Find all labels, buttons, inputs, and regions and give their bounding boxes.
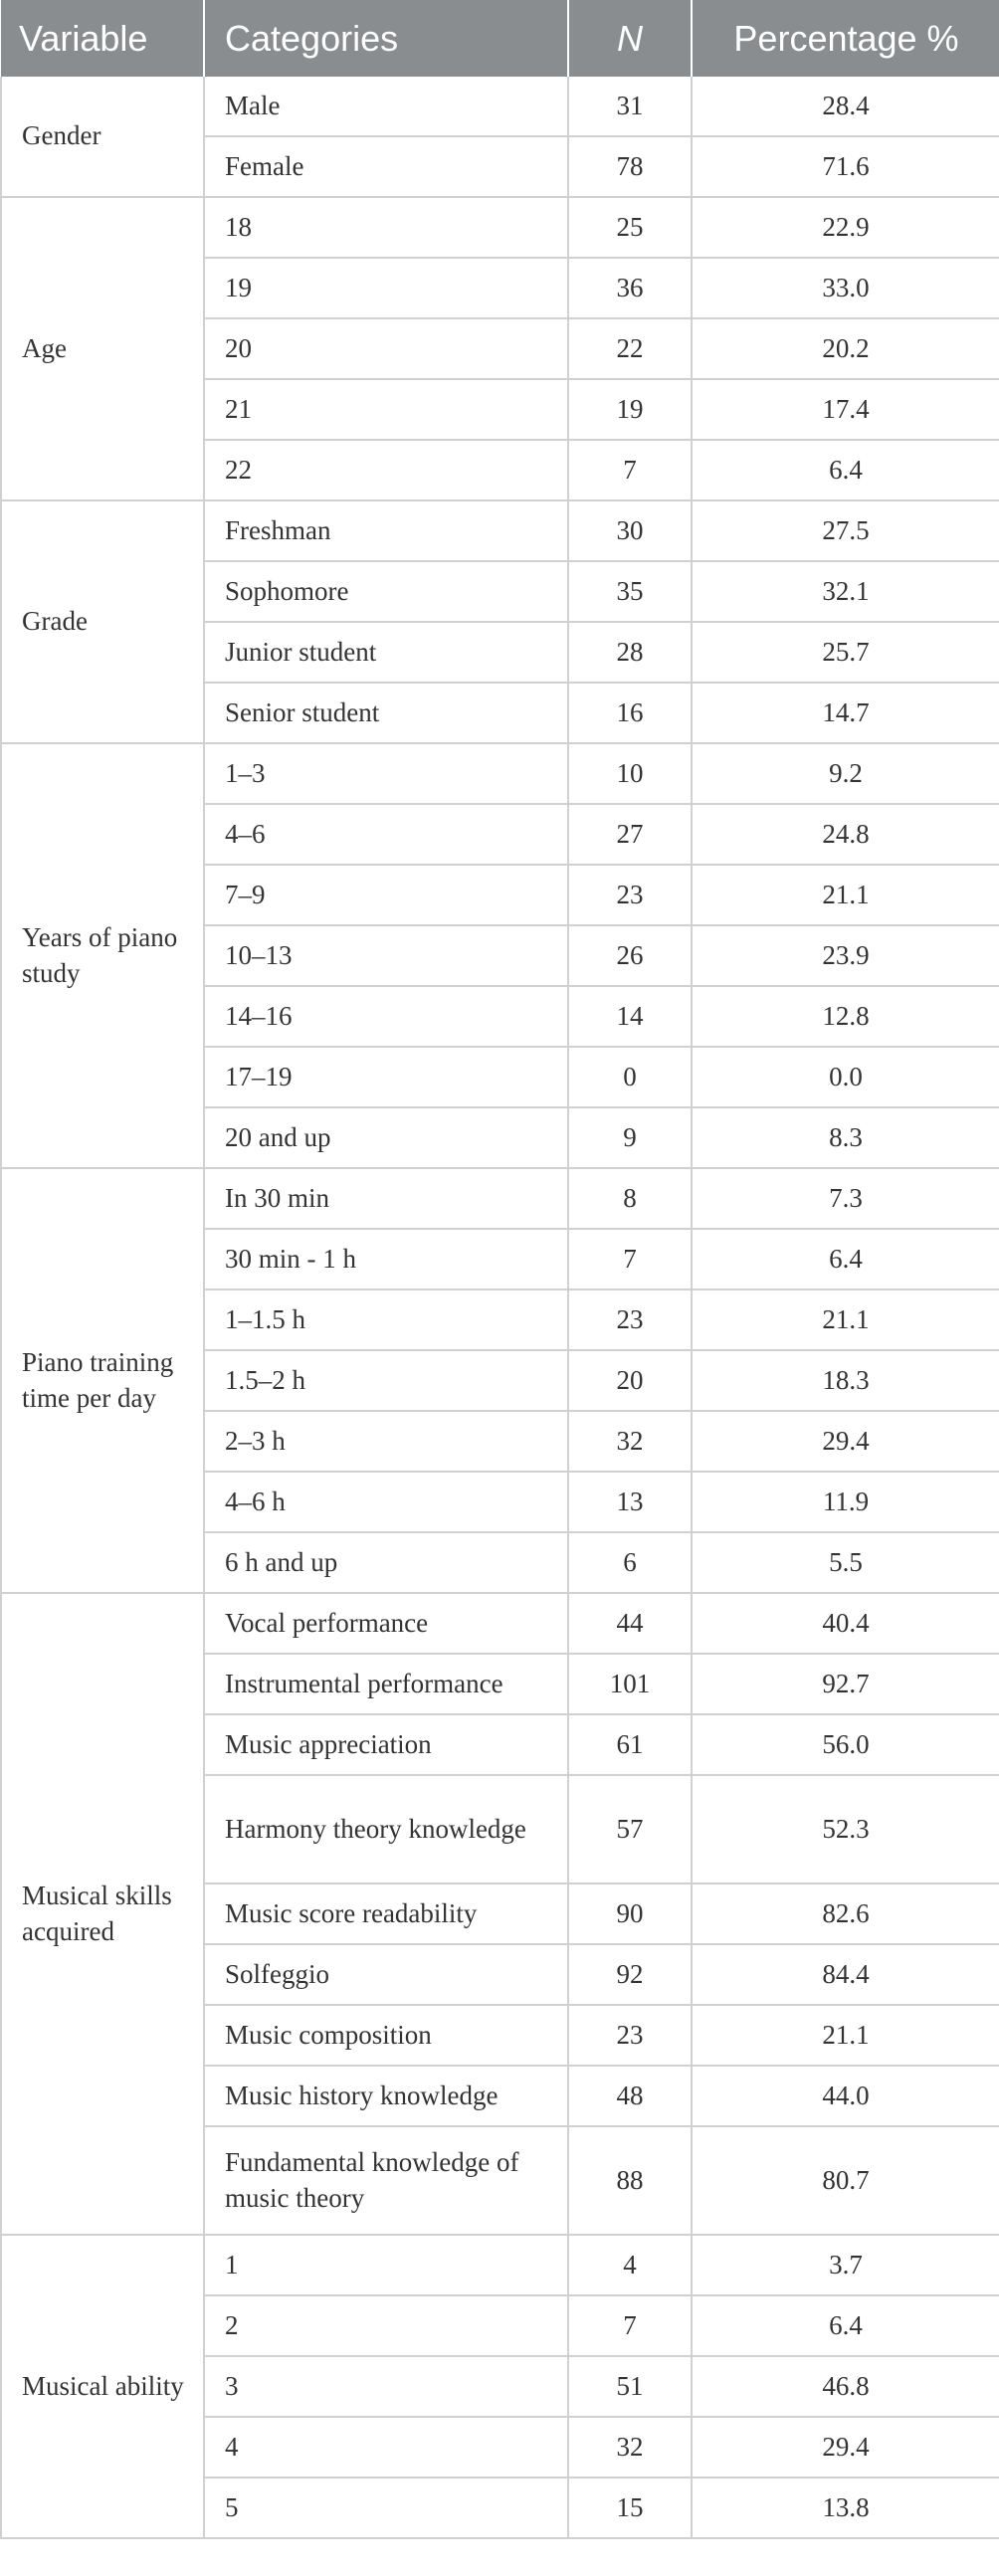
n-cell: 13: [568, 1472, 692, 1532]
n-cell: 7: [568, 440, 692, 500]
n-cell: 101: [568, 1654, 692, 1714]
variable-cell: Age: [1, 197, 204, 500]
table-header: [1, 0, 999, 77]
category-cell: Freshman: [204, 500, 568, 561]
percentage-cell: 6.4: [692, 2295, 999, 2356]
n-cell: 44: [568, 1593, 692, 1654]
category-cell: 4–6 h: [204, 1472, 568, 1532]
table-body: [1, 77, 999, 2538]
percentage-cell: 21.1: [692, 865, 999, 925]
n-cell: 31: [568, 77, 692, 136]
category-cell: 18: [204, 197, 568, 258]
percentage-cell: 28.4: [692, 77, 999, 136]
category-cell: 22: [204, 440, 568, 500]
percentage-cell: 3.7: [692, 2235, 999, 2295]
percentage-cell: 22.9: [692, 197, 999, 258]
percentage-cell: 27.5: [692, 500, 999, 561]
percentage-cell: 29.4: [692, 1411, 999, 1472]
header-n: N: [568, 0, 692, 77]
percentage-cell: 9.2: [692, 743, 999, 804]
n-cell: 14: [568, 986, 692, 1047]
category-cell: 6 h and up: [204, 1532, 568, 1593]
percentage-cell: 80.7: [692, 2126, 999, 2235]
category-cell: 1.5–2 h: [204, 1350, 568, 1411]
percentage-cell: 82.6: [692, 1883, 999, 1944]
percentage-cell: 6.4: [692, 440, 999, 500]
percentage-cell: 23.9: [692, 925, 999, 986]
percentage-cell: 21.1: [692, 2005, 999, 2066]
variable-cell: Piano training time per day: [1, 1168, 204, 1593]
n-cell: 23: [568, 865, 692, 925]
percentage-cell: 20.2: [692, 318, 999, 379]
n-cell: 32: [568, 2417, 692, 2477]
table-row: [1, 743, 999, 804]
percentage-cell: 29.4: [692, 2417, 999, 2477]
n-cell: 9: [568, 1107, 692, 1168]
category-cell: In 30 min: [204, 1168, 568, 1229]
n-cell: 32: [568, 1411, 692, 1472]
n-cell: 57: [568, 1775, 692, 1883]
percentage-cell: 14.7: [692, 683, 999, 743]
category-cell: Music composition: [204, 2005, 568, 2066]
n-cell: 92: [568, 1944, 692, 2005]
percentage-cell: 71.6: [692, 136, 999, 197]
n-cell: 19: [568, 379, 692, 440]
category-cell: Sophomore: [204, 561, 568, 622]
percentage-cell: 11.9: [692, 1472, 999, 1532]
n-cell: 90: [568, 1883, 692, 1944]
n-cell: 28: [568, 622, 692, 683]
category-cell: 19: [204, 258, 568, 318]
n-cell: 26: [568, 925, 692, 986]
n-cell: 61: [568, 1714, 692, 1775]
n-cell: 20: [568, 1350, 692, 1411]
category-cell: Vocal performance: [204, 1593, 568, 1654]
category-cell: Fundamental knowledge of music theory: [204, 2126, 568, 2235]
variable-cell: Musical skills acquired: [1, 1593, 204, 2235]
percentage-cell: 84.4: [692, 1944, 999, 2005]
n-cell: 36: [568, 258, 692, 318]
percentage-cell: 32.1: [692, 561, 999, 622]
n-cell: 8: [568, 1168, 692, 1229]
percentage-cell: 5.5: [692, 1532, 999, 1593]
percentage-cell: 13.8: [692, 2477, 999, 2538]
percentage-cell: 44.0: [692, 2066, 999, 2126]
category-cell: 20: [204, 318, 568, 379]
n-cell: 4: [568, 2235, 692, 2295]
category-cell: Instrumental performance: [204, 1654, 568, 1714]
percentage-cell: 40.4: [692, 1593, 999, 1654]
table-row: [1, 197, 999, 258]
percentage-cell: 0.0: [692, 1047, 999, 1107]
category-cell: 3: [204, 2356, 568, 2417]
category-cell: 5: [204, 2477, 568, 2538]
percentage-cell: 17.4: [692, 379, 999, 440]
n-cell: 30: [568, 500, 692, 561]
percentage-cell: 56.0: [692, 1714, 999, 1775]
n-cell: 7: [568, 1229, 692, 1289]
category-cell: 4: [204, 2417, 568, 2477]
table-row: [1, 1593, 999, 1654]
category-cell: 21: [204, 379, 568, 440]
header-variable: Variable: [1, 0, 204, 77]
n-cell: 48: [568, 2066, 692, 2126]
percentage-cell: 21.1: [692, 1289, 999, 1350]
percentage-cell: 52.3: [692, 1775, 999, 1883]
percentage-cell: 46.8: [692, 2356, 999, 2417]
category-cell: Male: [204, 77, 568, 136]
n-cell: 51: [568, 2356, 692, 2417]
n-cell: 15: [568, 2477, 692, 2538]
n-cell: 7: [568, 2295, 692, 2356]
table-row: [1, 77, 999, 136]
category-cell: 2: [204, 2295, 568, 2356]
category-cell: 10–13: [204, 925, 568, 986]
table-row: [1, 1168, 999, 1229]
variable-cell: Grade: [1, 500, 204, 743]
header-categories: Categories: [204, 0, 568, 77]
table-row: [1, 2235, 999, 2295]
percentage-cell: 24.8: [692, 804, 999, 865]
table-row: [1, 500, 999, 561]
category-cell: Music appreciation: [204, 1714, 568, 1775]
category-cell: 1–3: [204, 743, 568, 804]
variable-cell: Musical ability: [1, 2235, 204, 2538]
n-cell: 35: [568, 561, 692, 622]
category-cell: Music history knowledge: [204, 2066, 568, 2126]
n-cell: 27: [568, 804, 692, 865]
category-cell: Junior student: [204, 622, 568, 683]
category-cell: 30 min - 1 h: [204, 1229, 568, 1289]
category-cell: Music score readability: [204, 1883, 568, 1944]
n-cell: 6: [568, 1532, 692, 1593]
header-row: [1, 0, 999, 77]
category-cell: Harmony theory knowledge: [204, 1775, 568, 1883]
category-cell: 17–19: [204, 1047, 568, 1107]
percentage-cell: 12.8: [692, 986, 999, 1047]
variable-cell: Gender: [1, 77, 204, 197]
n-cell: 16: [568, 683, 692, 743]
percentage-cell: 6.4: [692, 1229, 999, 1289]
n-cell: 0: [568, 1047, 692, 1107]
category-cell: 1–1.5 h: [204, 1289, 568, 1350]
category-cell: Solfeggio: [204, 1944, 568, 2005]
n-cell: 10: [568, 743, 692, 804]
category-cell: 7–9: [204, 865, 568, 925]
n-cell: 23: [568, 1289, 692, 1350]
n-cell: 23: [568, 2005, 692, 2066]
category-cell: Female: [204, 136, 568, 197]
header-percentage: Percentage %: [692, 0, 999, 77]
percentage-cell: 18.3: [692, 1350, 999, 1411]
n-cell: 78: [568, 136, 692, 197]
category-cell: 20 and up: [204, 1107, 568, 1168]
n-cell: 25: [568, 197, 692, 258]
category-cell: 14–16: [204, 986, 568, 1047]
category-cell: 1: [204, 2235, 568, 2295]
percentage-cell: 7.3: [692, 1168, 999, 1229]
n-cell: 22: [568, 318, 692, 379]
category-cell: 2–3 h: [204, 1411, 568, 1472]
category-cell: 4–6: [204, 804, 568, 865]
category-cell: Senior student: [204, 683, 568, 743]
percentage-cell: 33.0: [692, 258, 999, 318]
variable-cell: Years of piano study: [1, 743, 204, 1168]
percentage-cell: 92.7: [692, 1654, 999, 1714]
n-cell: 88: [568, 2126, 692, 2235]
percentage-cell: 25.7: [692, 622, 999, 683]
percentage-cell: 8.3: [692, 1107, 999, 1168]
